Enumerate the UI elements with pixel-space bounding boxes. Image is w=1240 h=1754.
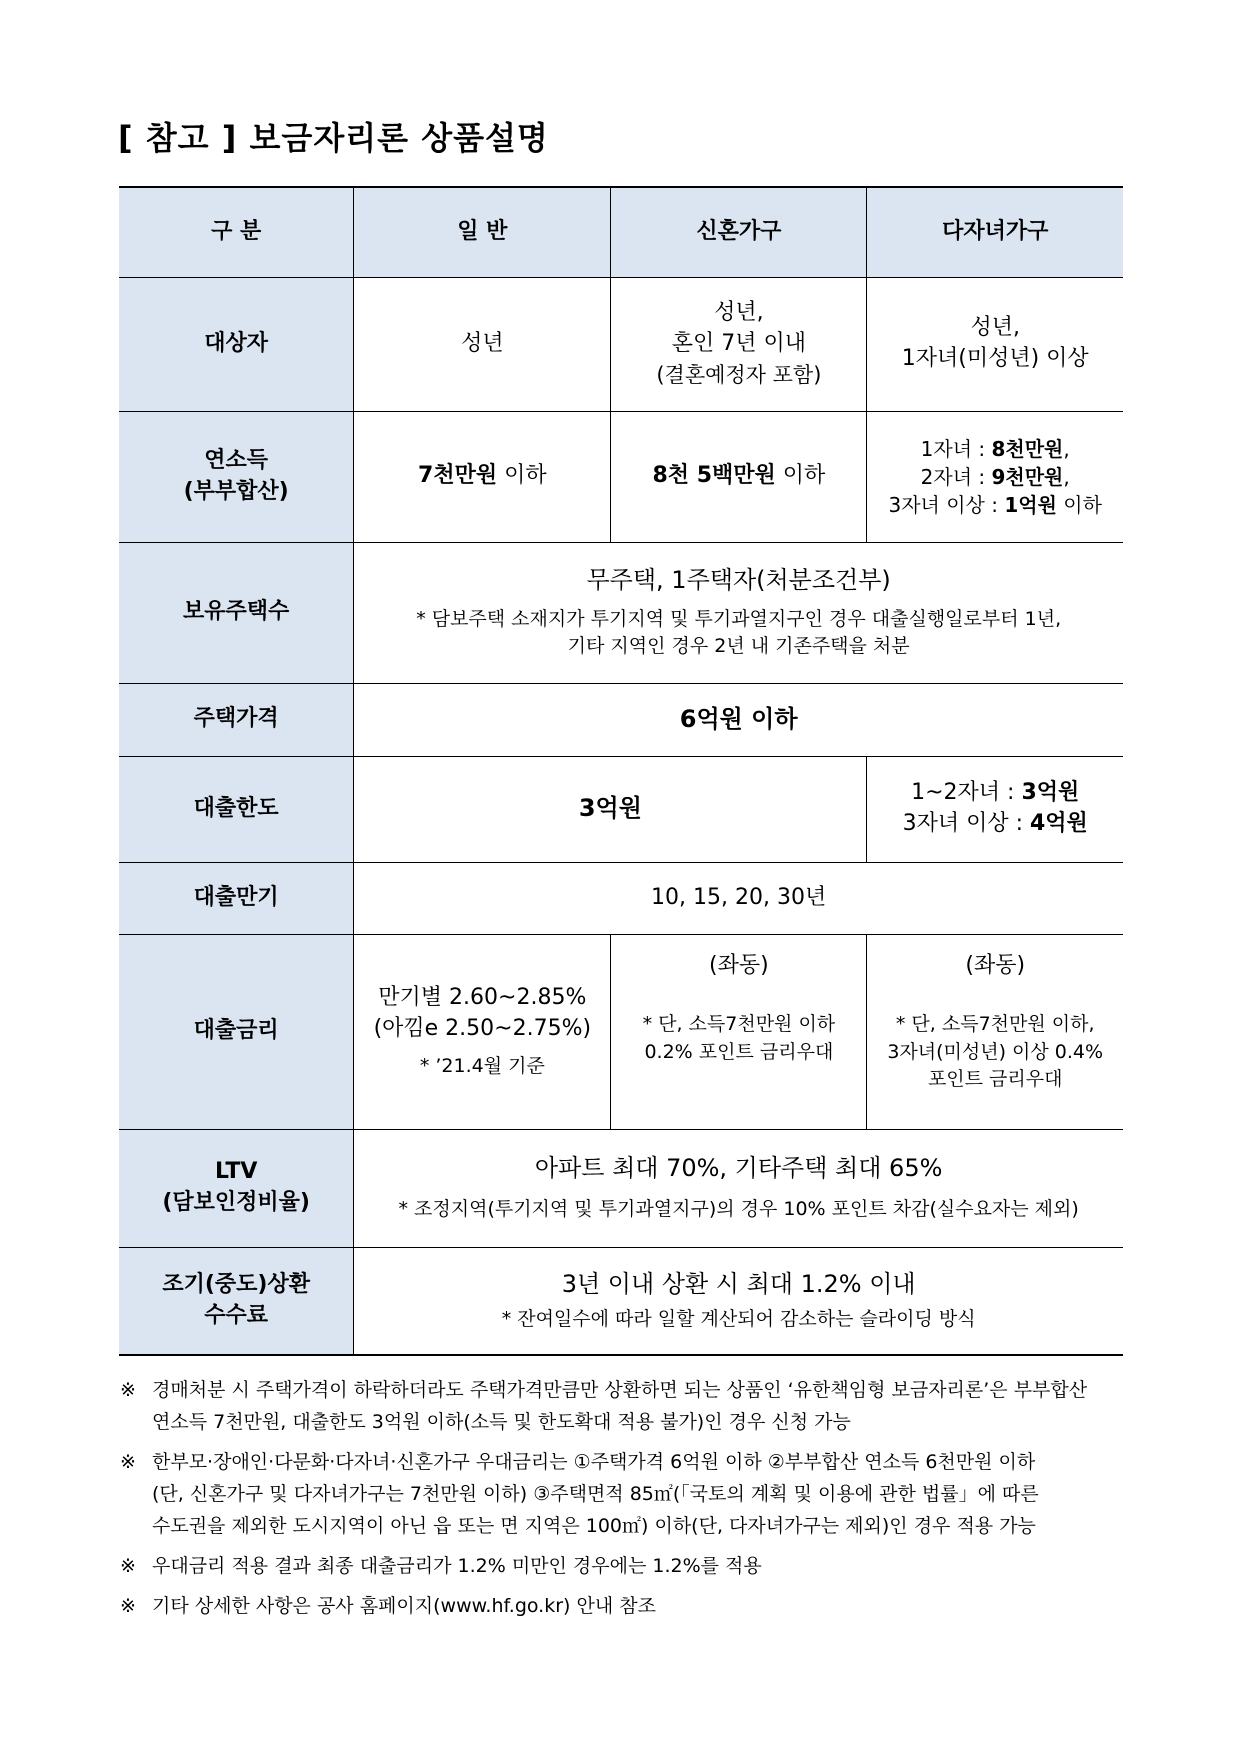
row-ltv xyxy=(119,1129,1123,1247)
row-price xyxy=(119,683,1123,756)
label-target: 대상자 xyxy=(119,277,354,411)
header-general: 일 반 xyxy=(354,187,611,277)
row-income xyxy=(119,411,1123,542)
label-income xyxy=(119,411,354,542)
rate-general-line2: (아낌e 2.50~2.75%) xyxy=(373,1015,592,1041)
fee-content xyxy=(354,1247,1123,1355)
limit-value: 3억원 xyxy=(354,756,867,862)
row-limit xyxy=(119,756,1123,862)
target-newlywed-line1: 성년, xyxy=(714,299,764,325)
row-term xyxy=(119,862,1123,934)
table-header-row xyxy=(119,187,1123,277)
income-mc-line2 xyxy=(871,463,1119,491)
row-houses xyxy=(119,542,1123,683)
income-mc-line3 xyxy=(871,491,1119,519)
footnote-mark: ※ xyxy=(120,1379,136,1401)
target-newlywed-line2: 혼인 7년 이내 xyxy=(671,330,806,356)
income-mc-line1 xyxy=(871,435,1119,463)
product-table xyxy=(119,186,1123,1356)
label-term: 대출만기 xyxy=(119,862,354,934)
target-newlywed-line3: (결혼예정자 포함) xyxy=(656,362,822,387)
price-value: 6억원 이하 xyxy=(354,683,1123,756)
income-multichild xyxy=(867,411,1123,542)
footnote-mark: ※ xyxy=(120,1595,136,1617)
footnote-1 xyxy=(120,1374,1130,1438)
label-fee xyxy=(119,1247,354,1355)
label-fee-line2: 수수료 xyxy=(204,1302,269,1328)
income-mc3-amount: 1억원 xyxy=(1004,492,1057,517)
income-mc1-suffix: , xyxy=(1063,436,1070,461)
label-ltv-line1: LTV xyxy=(214,1159,258,1185)
footnote-2-line2: (단, 신혼가구 및 다자녀가구는 7천만원 이하) ③주택면적 85㎡(「국토의 계획 및 이용에 관한 법률」에 따른 xyxy=(152,1483,1039,1505)
houses-note-line1: * 담보주택 소재지가 투기지역 및 투기과열지구인 경우 대출실행일로부터 1년, xyxy=(416,607,1062,630)
rate-general xyxy=(354,934,611,1129)
ltv-content xyxy=(354,1129,1123,1247)
rate-general-line1: 만기별 2.60~2.85% xyxy=(378,984,587,1010)
income-newlywed-amount: 8천 5백만원 xyxy=(652,463,776,489)
income-mc1-label: 1자녀 : xyxy=(920,436,992,461)
ltv-main: 아파트 최대 70%, 기타주택 최대 65% xyxy=(534,1154,943,1183)
rate-newlywed xyxy=(611,934,867,1129)
income-mc1-amount: 8천만원 xyxy=(991,436,1064,461)
row-target xyxy=(119,277,1123,411)
rate-multichild-note-line3: 포인트 금리우대 xyxy=(927,1068,1063,1091)
limit-mc-line2 xyxy=(871,809,1119,840)
label-price: 주택가격 xyxy=(119,683,354,756)
header-newlywed: 신혼가구 xyxy=(611,187,867,277)
rate-multichild-note-line1: * 단, 소득7천만원 이하, xyxy=(895,1013,1095,1036)
income-mc3-label: 3자녀 이상 : xyxy=(888,492,1005,517)
income-mc2-amount: 9천만원 xyxy=(991,464,1064,489)
limit-mc-line1 xyxy=(871,778,1119,809)
row-rate xyxy=(119,934,1123,1129)
rate-general-note: * ’21.4월 기준 xyxy=(419,1054,545,1077)
income-mc2-suffix: , xyxy=(1063,464,1070,489)
label-rate: 대출금리 xyxy=(119,934,354,1129)
income-mc2-label: 2자녀 : xyxy=(920,464,992,489)
rate-newlywed-note-line2: 0.2% 포인트 금리우대 xyxy=(644,1040,834,1063)
fee-note: * 잔여일수에 따라 일할 계산되어 감소하는 슬라이딩 방식 xyxy=(501,1307,976,1330)
target-multichild xyxy=(867,277,1123,411)
label-income-line2: (부부합산) xyxy=(183,478,289,504)
footnote-4-text: 기타 상세한 사항은 공사 홈페이지(www.hf.go.kr) 안내 참조 xyxy=(152,1595,656,1617)
target-multichild-line1: 성년, xyxy=(970,315,1020,341)
rate-multichild-note-line2: 3자녀(미성년) 이상 0.4% xyxy=(887,1040,1104,1063)
income-general-suffix: 이하 xyxy=(497,463,547,489)
label-ltv xyxy=(119,1129,354,1247)
houses-content xyxy=(354,542,1123,683)
label-limit: 대출한도 xyxy=(119,756,354,862)
footnote-1-line2: 연소득 7천만원, 대출한도 3억원 이하(소득 및 한도확대 적용 불가)인 경우 신청 가능 xyxy=(152,1411,851,1433)
limit-mc1-amount: 3억원 xyxy=(1021,780,1080,806)
rate-multichild xyxy=(867,934,1123,1129)
rate-newlywed-same: (좌동) xyxy=(709,952,769,978)
target-multichild-line2: 1자녀(미성년) 이상 xyxy=(901,346,1089,371)
footnote-mark: ※ xyxy=(120,1451,136,1473)
income-general-amount: 7천만원 xyxy=(418,463,498,489)
houses-note-line2: 기타 지역인 경우 2년 내 기존주택을 처분 xyxy=(567,635,910,658)
houses-main: 무주택, 1주택자(처분조건부) xyxy=(586,566,891,595)
label-ltv-line2: (담보인정비율) xyxy=(162,1190,310,1215)
income-general xyxy=(354,411,611,542)
header-category: 구 분 xyxy=(119,187,354,277)
row-fee xyxy=(119,1247,1123,1355)
footnote-2 xyxy=(120,1446,1130,1542)
income-newlywed xyxy=(611,411,867,542)
limit-mc2-amount: 4억원 xyxy=(1030,811,1088,836)
target-newlywed xyxy=(611,277,867,411)
limit-multichild xyxy=(867,756,1123,862)
target-general: 성년 xyxy=(354,277,611,411)
rate-newlywed-note-line1: * 단, 소득7천만원 이하 xyxy=(642,1013,836,1036)
income-mc3-suffix: 이하 xyxy=(1056,492,1102,517)
label-houses: 보유주택수 xyxy=(119,542,354,683)
footnote-mark: ※ xyxy=(120,1555,136,1577)
footnote-3-text: 우대금리 적용 결과 최종 대출금리가 1.2% 미만인 경우에는 1.2%를 적용 xyxy=(152,1555,762,1577)
footnote-4 xyxy=(120,1590,1130,1622)
page-title: [ 참고 ] 보금자리론 상품설명 xyxy=(118,119,549,157)
income-newlywed-suffix: 이하 xyxy=(775,463,826,489)
footnote-2-line3: 수도권을 제외한 도시지역이 아닌 읍 또는 면 지역은 100㎡) 이하(단, 다자녀가구는 제외)인 경우 적용 가능 xyxy=(152,1515,1036,1537)
header-multichild: 다자녀가구 xyxy=(867,187,1123,277)
limit-mc1-label: 1~2자녀 : xyxy=(911,780,1022,806)
label-fee-line1: 조기(중도)상환 xyxy=(162,1271,310,1297)
term-value: 10, 15, 20, 30년 xyxy=(354,862,1123,934)
rate-multichild-same: (좌동) xyxy=(965,952,1026,978)
footnote-3 xyxy=(120,1550,1130,1582)
ltv-note: * 조정지역(투기지역 및 투기과열지구)의 경우 10% 포인트 차감(실수요자는 제외) xyxy=(398,1198,1079,1221)
footnote-1-line1: 경매처분 시 주택가격이 하락하더라도 주택가격만큼만 상환하면 되는 상품인 ‘유한책임형 보금자리론’은 부부합산 xyxy=(152,1379,1088,1401)
label-income-line1: 연소득 xyxy=(204,447,269,473)
footnote-2-line1: 한부모·장애인·다문화·다자녀·신혼가구 우대금리는 ①주택가격 6억원 이하 ②부부합산 연소득 6천만원 이하 xyxy=(152,1451,1036,1473)
fee-main: 3년 이내 상환 시 최대 1.2% 이내 xyxy=(561,1270,916,1299)
limit-mc2-label: 3자녀 이상 : xyxy=(902,811,1030,836)
